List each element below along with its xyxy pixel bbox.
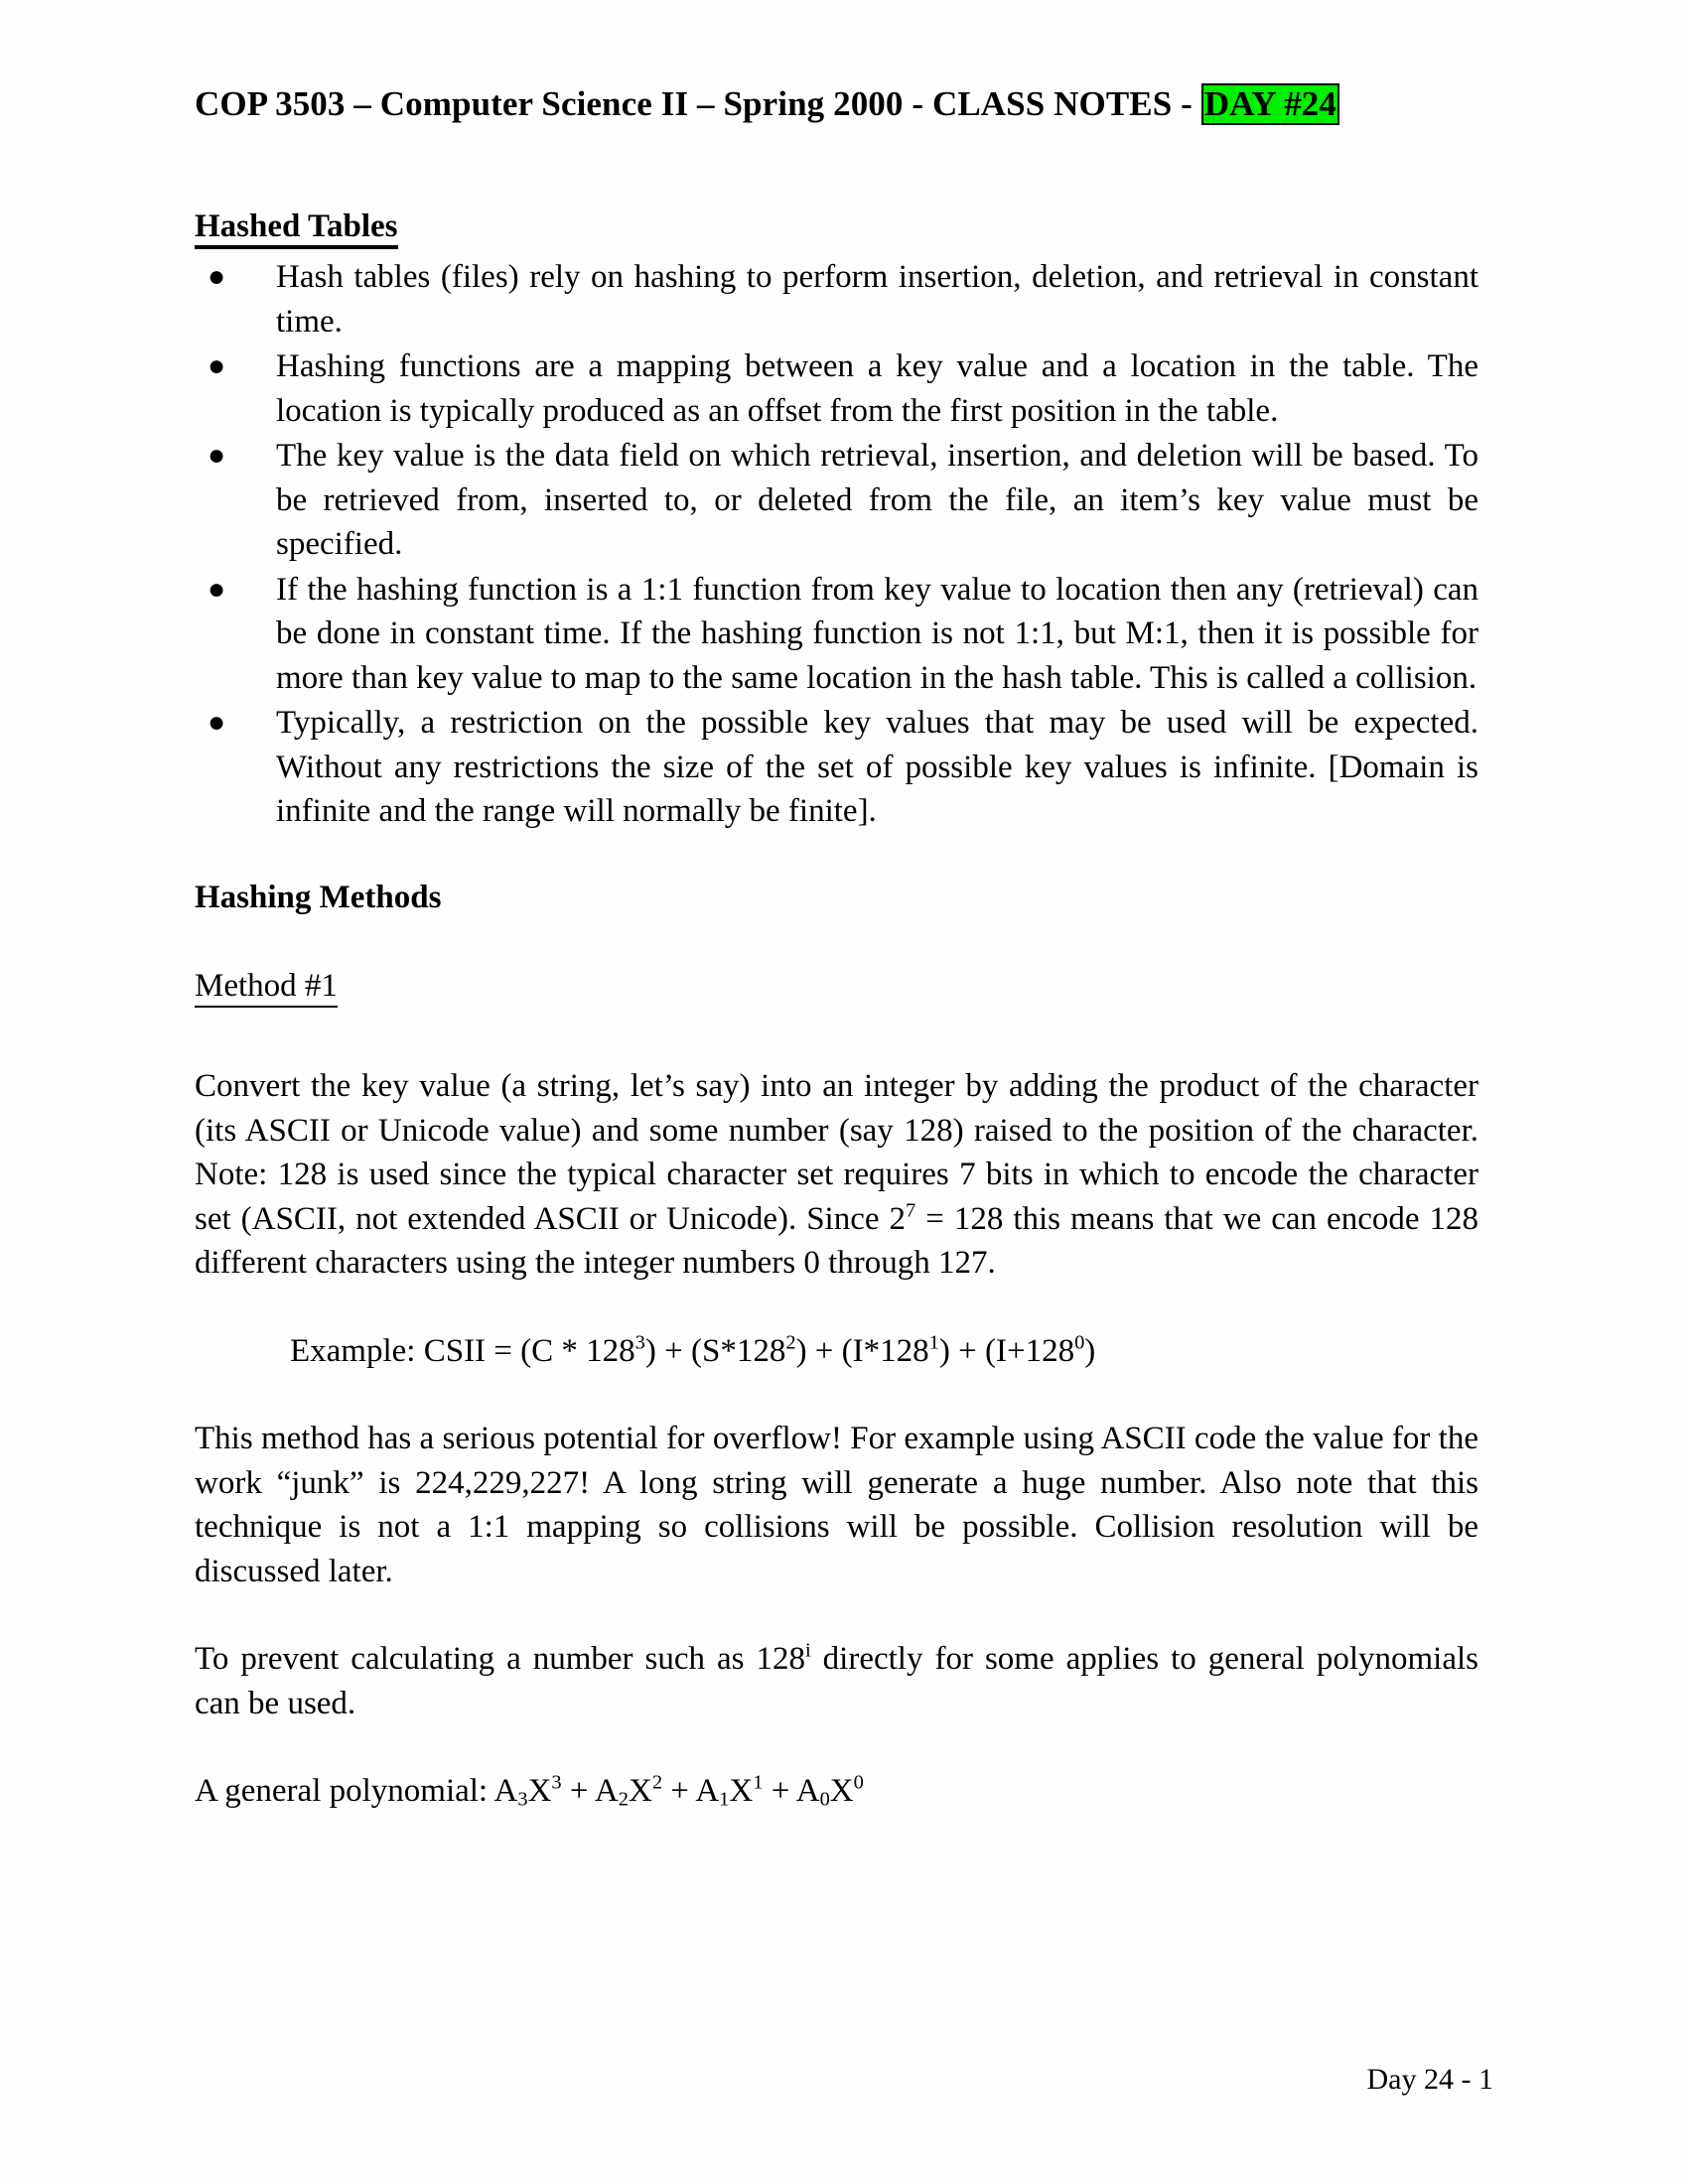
example-formula-label: Example: CSII = (C * 128 bbox=[290, 1332, 635, 1369]
method-1-description bbox=[195, 1064, 1478, 1286]
list-item bbox=[195, 434, 1478, 567]
spacer bbox=[195, 1008, 1478, 1064]
hashed-tables-bullet-list bbox=[195, 255, 1478, 834]
spacer bbox=[195, 835, 1478, 879]
page-footer: Day 24 - 1 bbox=[1366, 2063, 1493, 2096]
polynomial-exp-1: 1 bbox=[753, 1771, 764, 1794]
polynomial-var-1: X bbox=[527, 1773, 552, 1810]
document-header bbox=[195, 85, 1478, 124]
overflow-paragraph: This method has a serious potential for overflow! For example using ASCII code the value for the work “junk” is 224,229,227! A long string will generate a huge number. Also note that this technique is not a 1:1 mapping so collisions will be possible. Collision resolution will be discussed later. bbox=[195, 1421, 1478, 1589]
heading-hashing-methods: Hashing Methods bbox=[195, 879, 442, 915]
polynomial-sub-3: 3 bbox=[517, 1788, 528, 1811]
polynomial-exp-3: 3 bbox=[551, 1771, 562, 1794]
prevent-paragraph bbox=[195, 1637, 1478, 1725]
prevent-paragraph-part2: directly for some applies to general polynomials can be used. bbox=[195, 1641, 1479, 1721]
polynomial-var-4: X bbox=[829, 1773, 854, 1810]
day-number-highlight: DAY #24 bbox=[1201, 83, 1339, 125]
list-item-text: Hashing functions are a mapping between a key value and a location in the table. The location is typically produced as an offset from the first position in the table. bbox=[276, 348, 1478, 429]
list-item bbox=[195, 255, 1478, 343]
polynomial-label: A general polynomial: A bbox=[195, 1773, 518, 1810]
example-exponent-0: 0 bbox=[1074, 1331, 1085, 1354]
spacer bbox=[195, 1373, 1478, 1417]
polynomial-sub-2: 2 bbox=[618, 1788, 629, 1811]
list-item-text: Hash tables (files) rely on hashing to perform insertion, deletion, and retrieval in constant time. bbox=[276, 259, 1478, 340]
example-formula-seg5: ) bbox=[1084, 1332, 1096, 1369]
polynomial-sub-1: 1 bbox=[719, 1788, 730, 1811]
polynomial-op-1: + A bbox=[561, 1773, 619, 1810]
example-formula-seg4: ) + (I+128 bbox=[938, 1332, 1075, 1369]
list-item bbox=[195, 344, 1478, 433]
spacer bbox=[195, 1725, 1478, 1769]
two-exponent: 7 bbox=[906, 1199, 916, 1222]
example-formula-seg3: ) + (I*128 bbox=[795, 1332, 929, 1369]
polynomial-exp-2: 2 bbox=[651, 1771, 663, 1794]
example-formula bbox=[195, 1329, 1478, 1374]
example-exponent-3: 3 bbox=[634, 1331, 645, 1354]
method-1-label-wrap bbox=[195, 967, 1478, 1009]
bullet-icon: ● bbox=[208, 706, 226, 740]
method-1-description-part1: Convert the key value (a string, let’s say) into an integer by adding the product of the character (its ASCII or Unicode value) and some number (say 128) raised to the position of the character. Note: 128 is used since the typical character set requires 7 bits in which to encode the character set (ASCII, not extended ASCII or Unicode). Since 2 bbox=[195, 1068, 1478, 1237]
polynomial-var-2: X bbox=[628, 1773, 652, 1810]
list-item bbox=[195, 568, 1478, 701]
heading-hashed-tables: Hashed Tables bbox=[195, 207, 398, 250]
bullet-icon: ● bbox=[208, 439, 226, 473]
spacer bbox=[195, 1286, 1478, 1329]
prevent-exponent-i: i bbox=[805, 1639, 811, 1662]
list-item-text: If the hashing function is a 1:1 function from key value to location then any (retrieval) can be done in constant time. If the hashing function is not 1:1, but M:1, then it is possible for more than key value to map to the same location in the hash table. This is called a collision. bbox=[276, 571, 1478, 696]
bullet-icon: ● bbox=[208, 260, 226, 294]
document-content bbox=[195, 85, 1478, 1814]
polynomial-sub-0: 0 bbox=[819, 1788, 830, 1811]
bullet-icon: ● bbox=[208, 349, 226, 383]
example-exponent-1: 1 bbox=[928, 1331, 939, 1354]
polynomial-var-3: X bbox=[729, 1773, 754, 1810]
bullet-icon: ● bbox=[208, 572, 226, 606]
spacer bbox=[195, 1593, 1478, 1637]
list-item bbox=[195, 701, 1478, 834]
method-1-description-part2: = 128 this means that we can encode 128 different characters using the integer numbers 0 through 127. bbox=[195, 1200, 1478, 1282]
example-exponent-2: 2 bbox=[785, 1331, 796, 1354]
polynomial-op-3: + A bbox=[763, 1773, 820, 1810]
prevent-paragraph-part1: To prevent calculating a number such as 128 bbox=[195, 1641, 805, 1678]
example-formula-seg2: ) + (S*128 bbox=[644, 1332, 786, 1369]
spacer bbox=[195, 923, 1478, 967]
list-item-text: The key value is the data field on which retrieval, insertion, and deletion will be based. To be retrieved from, inserted to, or deleted from the file, an item’s key value must be specified. bbox=[276, 438, 1478, 563]
polynomial-exp-0: 0 bbox=[853, 1771, 864, 1794]
header-course-text: COP 3503 – Computer Science II – Spring 2000 - CLASS NOTES - bbox=[195, 84, 1201, 123]
general-polynomial bbox=[195, 1769, 1478, 1814]
list-item-text: Typically, a restriction on the possible key values that may be used will be expected. Without any restrictions the size of the set of possible key values is infinite. [Domain is infinite and the range will normally be finite]. bbox=[276, 705, 1478, 830]
polynomial-op-2: + A bbox=[662, 1773, 720, 1810]
subheading-method-1: Method #1 bbox=[195, 967, 338, 1009]
